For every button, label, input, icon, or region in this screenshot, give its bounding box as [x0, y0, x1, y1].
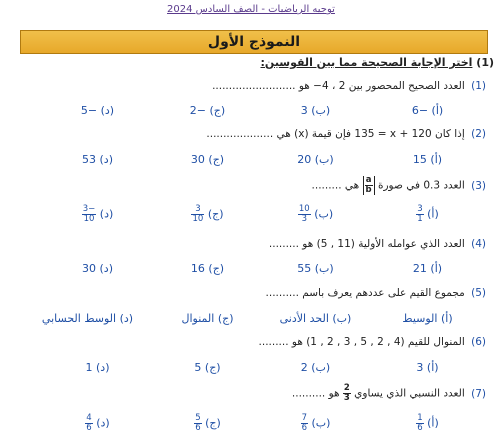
option-d[interactable]: (د) $\frac{-3}{10}$ — [82, 204, 114, 224]
option-d[interactable]: (د) الوسط الحسابي — [41, 312, 134, 325]
question-6 — [259, 336, 486, 348]
question-2-options — [0, 153, 502, 171]
option-b[interactable]: (ب) 20 — [297, 153, 334, 166]
option-a[interactable]: (أ) $\frac{1}{6}$ — [417, 413, 439, 433]
question-text-post: هي ......... — [311, 179, 363, 192]
question-text: العدد الصحيح المحصور بين 2 ، 4− هو ......................... — [212, 80, 465, 92]
option-b[interactable]: (ب) $\frac{7}{6}$ — [301, 413, 331, 433]
question-text-post: هو .......... — [291, 387, 343, 400]
option-a[interactable]: (أ) 15 — [412, 153, 443, 166]
section-heading — [261, 56, 494, 69]
question-7 — [292, 384, 486, 403]
question-number: (5) — [471, 287, 486, 299]
option-c[interactable]: (ج) $\frac{5}{6}$ — [195, 413, 221, 433]
question-number: (7) — [471, 387, 486, 400]
question-number: (4) — [471, 238, 486, 250]
option-a[interactable]: (أ) الوسيط — [402, 312, 453, 325]
absolute-fraction — [363, 176, 375, 195]
question-text-pre: إذا كان — [431, 128, 465, 140]
question-3 — [312, 176, 486, 195]
question-5 — [266, 287, 486, 299]
question-2 — [206, 128, 486, 140]
fraction-denominator: 3 — [343, 393, 350, 403]
option-c[interactable]: (ج) $\frac{3}{10}$ — [192, 204, 224, 224]
option-b[interactable]: (ب) الحد الأدنى — [279, 312, 352, 325]
option-c[interactable]: (ج) 30 — [190, 153, 225, 166]
question-7-options — [0, 414, 502, 432]
option-a[interactable]: (أ) 3 — [416, 361, 439, 374]
option-a[interactable]: (أ) −6 — [411, 104, 444, 117]
option-b[interactable]: (ب) 55 — [297, 262, 334, 275]
question-number: (2) — [471, 128, 486, 140]
option-b[interactable]: (ب) $\frac{10}{3}$ — [298, 204, 334, 224]
question-text: المنوال للقيم (4 , 2 , 5 , 3 , 2 , 1) هو ......... — [258, 336, 465, 348]
section-instruction: اختر الإجابة الصحيحة مما بين القوسين: — [260, 56, 473, 69]
fraction-denominator: b — [365, 185, 372, 195]
question-1 — [212, 80, 486, 92]
question-text-pre: العدد النسبي الذي يساوي — [350, 387, 465, 400]
option-d[interactable]: (د) 30 — [82, 262, 113, 275]
section-number: (1) — [476, 56, 494, 69]
question-text-post: فإن قيمة (x) هي .................... — [206, 128, 355, 140]
option-b[interactable]: (ب) 2 — [300, 361, 331, 374]
question-text: مجموع القيم على عددهم يعرف باسم .......... — [265, 287, 465, 299]
question-1-options — [0, 104, 502, 122]
question-fraction — [343, 384, 351, 403]
question-5-options — [0, 312, 502, 330]
option-a[interactable]: (أ) $\frac{3}{1}$ — [417, 204, 439, 224]
option-d[interactable]: (د) 1 — [85, 361, 110, 374]
question-number: (3) — [471, 179, 486, 192]
question-4 — [269, 238, 486, 250]
option-d[interactable]: (د) 53 — [82, 153, 113, 166]
question-3-options — [0, 205, 502, 223]
question-4-options — [0, 262, 502, 280]
option-a[interactable]: (أ) 21 — [412, 262, 443, 275]
question-text-pre: العدد 0.3 في صورة — [374, 179, 465, 192]
option-d[interactable]: (د) $\frac{4}{6}$ — [86, 413, 110, 433]
model-title: النموذج الأول — [20, 30, 488, 54]
option-c[interactable]: (ج) 5 — [194, 361, 221, 374]
option-c[interactable]: (ج) −2 — [189, 104, 226, 117]
fraction-numerator: 2 — [343, 383, 350, 393]
question-text: العدد الذي عوامله الأولية (11 , 5) هو ......... — [268, 238, 465, 250]
question-equation: 135 = x + 120 — [354, 128, 432, 140]
fraction-numerator: a — [365, 175, 372, 185]
option-d[interactable]: (د) −5 — [80, 104, 115, 117]
question-number: (1) — [471, 80, 486, 92]
question-6-options — [0, 361, 502, 379]
option-c[interactable]: (ج) 16 — [190, 262, 225, 275]
question-number: (6) — [471, 336, 486, 348]
option-b[interactable]: (ب) 3 — [300, 104, 331, 117]
worksheet-header: توجيه الرياضيات - الصف السادس 2024 — [167, 4, 335, 15]
option-c[interactable]: (ج) المنوال — [181, 312, 234, 325]
